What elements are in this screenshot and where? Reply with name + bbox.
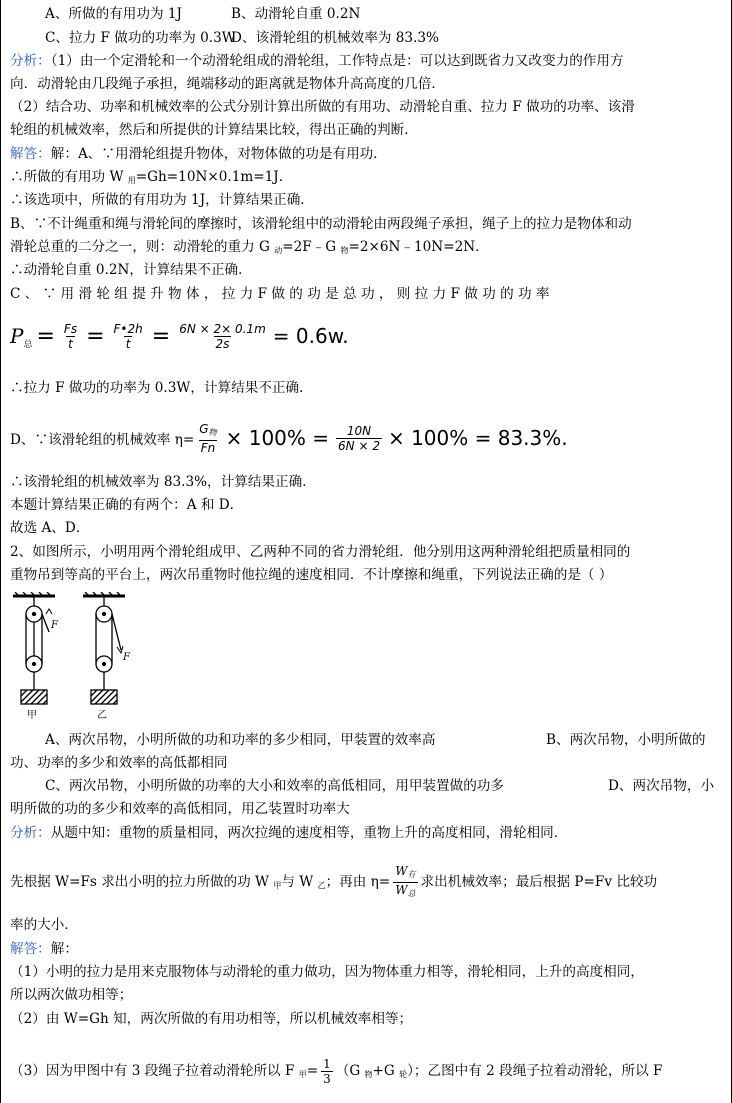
q1-solution-line4: B、∵不计绳重和绳与滑轮间的摩擦时，该滑轮组中的动滑轮由两段绳子承担，绳子上的拉力是物体和动 — [10, 216, 632, 232]
efficiency-fraction-2: $\frac{10N}{6N \times 2}$ — [338, 423, 380, 453]
q2-analysis-line2: 先根据 W=Fs 求出小明的拉力所做的功 W $_甲$与 W $_乙$；再由 η= $\frac{W_有}{W_总}$ 求出机械效率；最后根据 P=Fv 比较功 — [10, 864, 725, 900]
q1-analysis-line2: 向．动滑轮由几段绳子承担，绳端移动的距离就是物体升高高度的几倍． — [10, 76, 445, 92]
q2-solution-line3: 所以两次做功相等； — [10, 987, 133, 1003]
one-third-fraction: $\frac{1}{3}$ — [323, 1057, 331, 1086]
q2-option-d: D、两次吊物，小 — [608, 778, 715, 794]
q1-solution-line5: 滑轮总重的二分之一，则：动滑轮的重力 G $_动$=2F﹣G $_物$=2×6N﹣10N=2N． — [10, 239, 489, 255]
power-fraction-3: $\frac{6N \times 2\times 0.1m}{2s}$ — [179, 321, 266, 351]
q2-solution-line1: 解答：解： — [10, 941, 78, 957]
q1-options-row1 — [45, 5, 725, 23]
efficiency-fraction-1: $\frac{G_物}{Fn}$ — [199, 421, 217, 455]
q1-analysis-line1: 分析：（1）由一个定滑轮和一个动滑轮组成的滑轮组，工作特点是：可以达到既省力又改变力的作用方 — [10, 53, 624, 69]
eta-fraction: $\frac{W_有}{W_总}$ — [393, 864, 417, 901]
q2-analysis-line3: 率的大小． — [10, 917, 78, 933]
pulley-diagram — [9, 592, 149, 722]
q1-solution-line6: ∴动滑轮自重 0.2N，计算结果不正确． — [10, 262, 252, 278]
q2-option-a: A、两次吊物，小明所做的功和功率的多少相同，甲装置的效率高 — [45, 732, 436, 748]
q2-solution-line2: （1）小明的拉力是用来克服物体与动滑轮的重力做功，因为物体重力相等，滑轮相同，上升的高度相同， — [10, 964, 644, 980]
power-fraction-1: $\frac{Fs}{t}$ — [63, 321, 78, 351]
q1-solution-line3: ∴该选项中，所做的有用功为 1J，计算结果正确． — [10, 192, 314, 208]
q2-analysis-line1: 分析：从题中知：重物的质量相同，两次拉绳的速度相等，重物上升的高度相同，滑轮相同． — [10, 825, 568, 841]
q1-analysis-line4: 轮组的机械效率，然后和所提供的计算结果比较，得出正确的判断． — [10, 122, 418, 138]
q1-solution-line1: 解答：解：A、∵用滑轮组提升物体，对物体做的功是有用功． — [10, 146, 387, 162]
q1-options-row2 — [45, 29, 725, 47]
force-label-yi: F — [123, 652, 130, 663]
pulley-system-jia — [13, 592, 55, 704]
q1-solution-line10: ∴该滑轮组的机械效率为 83.3%，计算结果正确． — [10, 474, 316, 490]
q2-stem-line2: 重物吊到等高的平台上，两次吊重物时他拉绳的速度相同．不计摩擦和绳重，下列说法正确的是（ ） — [10, 567, 613, 583]
q2-solution-tag: 解答： — [10, 941, 51, 957]
q2-stem-line1: 2、如图所示，小明用两个滑轮组成甲、乙两种不同的省力滑轮组．他分别用这两种滑轮组把质量相同的 — [10, 544, 631, 560]
q1-option-d: D、该滑轮组的机械效率为 83.3% — [231, 30, 439, 46]
q1-option-c: C、拉力 F 做功的功率为 0.3W — [45, 30, 236, 46]
power-formula: P 总 = $\frac{Fs}{t}$ = $\frac{F•2h}{t}$ = $\frac{6N \times 2\times 0.1m}{2s}$ = 0.6w. — [10, 321, 349, 351]
q1-analysis-line3: （2）结合功、功率和机械效率的公式分别计算出所做的有用功、动滑轮自重、拉力 F 做功的功率、该滑 — [10, 99, 635, 115]
force-label-jia: F — [51, 620, 58, 631]
q2-option-d-cont: 明所做的功的多少和效率的高低相同，用乙装置时功率大 — [10, 801, 350, 817]
power-fraction-2: $\frac{F•2h}{t}$ — [113, 321, 143, 351]
q1-solution-line12: 故选 A、D． — [10, 520, 90, 536]
q1-option-a: A、所做的有用功为 1J — [45, 6, 182, 22]
q2-option-c: C、两次吊物，小明所做的功率的大小和效率的高低相同，用甲装置做的功多 — [45, 778, 504, 794]
q2-options-row1 — [45, 731, 725, 749]
label-jia: 甲 — [27, 710, 37, 721]
q2-option-b-cont: 功、功率的多少和效率的高低都相同 — [10, 755, 228, 771]
q1-solution-line8: ∴拉力 F 做功的功率为 0.3W，计算结果不正确． — [10, 380, 313, 396]
q2-option-b: B、两次吊物，小明所做的 — [546, 732, 706, 748]
q1-option-b: B、动滑轮自重 0.2N — [231, 6, 361, 22]
q1-solution-tag: 解答： — [10, 146, 51, 162]
q1-solution-line7: C 、 ∵ 用 滑 轮 组 提 升 物 体 ， 拉 力 F 做 的 功 是 总 功 ， 则 拉 力 F 做 功 的 功 率 — [10, 286, 550, 302]
efficiency-formula: D、∵该滑轮组的机械效率 η= $\frac{G_物}{Fn}$ × 100% = $\frac{10N}{6N \times 2}$ × 100% = 83.3%. — [10, 421, 568, 455]
label-yi: 乙 — [97, 710, 107, 721]
q1-solution-line11: 本题计算结果正确的有两个：A 和 D． — [10, 497, 244, 513]
q2-solution-line4: （2）由 W=Gh 知，两次所做的有用功相等，所以机械效率相等； — [10, 1011, 413, 1027]
q2-analysis-tag: 分析： — [10, 825, 51, 841]
q1-analysis-tag: 分析： — [10, 53, 51, 69]
pulley-system-yi — [83, 592, 125, 704]
q2-options-row2 — [45, 777, 725, 795]
q1-solution-line2: ∴所做的有用功 W $_用$=Gh=10N×0.1m=1J． — [10, 169, 293, 185]
q2-solution-line5: （3）因为甲图中有 3 段绳子拉着动滑轮所以 F $_甲$= $\frac{1}{3}$ （G $_物$+G $_轮$）；乙图中有 2 段绳子拉着动滑轮，所以 F — [10, 1057, 663, 1086]
